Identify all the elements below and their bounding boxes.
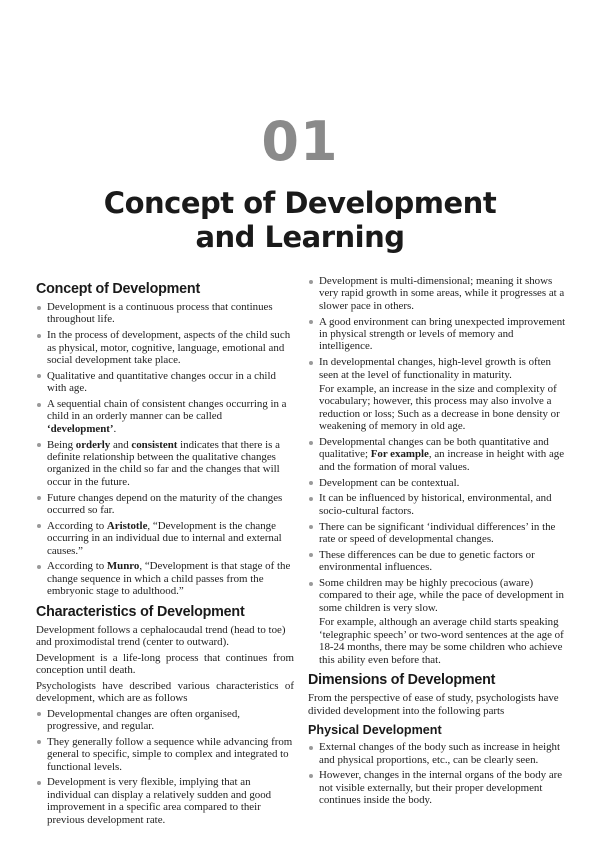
physical-heading: Physical Development	[308, 723, 442, 738]
concept-list	[36, 301, 294, 598]
list-item: According to Aristotle, “Development is the change occurring in an individual due to internal and external causes.”	[36, 520, 294, 557]
characteristics-paragraph: Development follows a cephalocaudal trend (head to toe) and proximodistal trend (center to outward).	[36, 624, 286, 649]
list-item: Being orderly and consistent indicates that there is a definite relationship between the qualitative changes organized in the child so far and the changes that will occur in the future.	[36, 439, 294, 489]
right-column	[308, 275, 568, 810]
characteristics-list-continued	[308, 275, 568, 666]
example-text: For example, although an average child starts speaking ‘telegraphic speech’ or two-word sentences at the age of 18-24 months, there may be some children who achieve this ability even before that.	[319, 616, 564, 666]
list-item: In the process of development, aspects of the child such as physical, motor, cognitive, language, emotional and social development take place.	[36, 329, 294, 366]
list-item: Development is multi-dimensional; meaning it shows very rapid growth in some areas, while it progresses at a slower pace in others.	[308, 275, 568, 312]
chapter-title	[0, 186, 600, 254]
chapter-number: 01	[261, 110, 339, 173]
list-item: According to Munro, “Development is that stage of the change sequence in which a child passes from the embryonic stage to adulthood.”	[36, 560, 294, 597]
list-item: Future changes depend on the maturity of the changes occurred so far.	[36, 492, 294, 517]
physical-list	[308, 741, 568, 806]
list-item: It can be influenced by historical, environmental, and socio-cultural factors.	[308, 492, 568, 517]
chapter-title-line-2: and Learning	[195, 220, 405, 254]
list-item: Development is a continuous process that continues throughout life.	[36, 301, 294, 326]
list-item: Some children may be highly precocious (aware) compared to their age, while the pace of development in some children is very slow. For example, although an average child starts speaking ‘telegraphic speech’ or two-word sentences at the age of 18-24 months, there may be some children who achieve this ability even before that.	[308, 577, 568, 666]
list-item: However, changes in the internal organs of the body are not visible externally, but their proper development continues inside the body.	[308, 769, 568, 806]
list-item: Developmental changes can be both quantitative and qualitative; For example, an increase in height with age and the formation of moral values.	[308, 436, 568, 473]
list-item: In developmental changes, high-level growth is often seen at the level of functionality in maturity. For example, an increase in the size and complexity of vocabulary; however, this process may also involve a reduction or loss; Such as a decrease in bone density or weakening of memory in old age.	[308, 356, 568, 432]
list-item: Developmental changes are often organised, progressive, and regular.	[36, 708, 294, 733]
left-column	[36, 281, 294, 829]
list-item: Development can be contextual.	[308, 477, 568, 489]
list-item: Qualitative and quantitative changes occur in a child with age.	[36, 370, 294, 395]
list-item: External changes of the body such as increase in height and physical proportions, etc., can be clearly seen.	[308, 741, 568, 766]
list-item: There can be significant ‘individual differences’ in the rate or speed of developmental changes.	[308, 521, 568, 546]
list-item: A sequential chain of consistent changes occurring in a child in an orderly manner can be called ‘development’.	[36, 398, 294, 435]
dimensions-paragraph: From the perspective of ease of study, psychologists have divided development into the following parts	[308, 692, 559, 717]
characteristics-heading: Characteristics of Development	[36, 604, 245, 621]
dimensions-heading: Dimensions of Development	[308, 672, 496, 689]
list-item: They generally follow a sequence while advancing from general to specific, simple to complex and integrated to functional levels.	[36, 736, 294, 773]
list-item: Development is very flexible, implying that an individual can display a relatively sudden and good improvement in a specific area compared to their previous development rate.	[36, 776, 294, 826]
list-item: A good environment can bring unexpected improvement in physical strength or levels of memory and intelligence.	[308, 316, 568, 353]
list-item: These differences can be due to genetic factors or environmental influences.	[308, 549, 568, 574]
example-text: For example, an increase in the size and complexity of vocabulary; however, this process may also involve a reduction or loss; Such as a decrease in bone density or weakening of memory in old age.	[319, 383, 560, 433]
concept-heading: Concept of Development	[36, 281, 201, 297]
chapter-title-line-1: Concept of Development	[103, 186, 497, 220]
characteristics-list	[36, 708, 294, 826]
characteristics-paragraph: Development is a life-long process that continues from conception until death.	[36, 651, 294, 677]
characteristics-paragraph: Psychologists have described various characteristics of development, which are as follows	[36, 679, 294, 705]
